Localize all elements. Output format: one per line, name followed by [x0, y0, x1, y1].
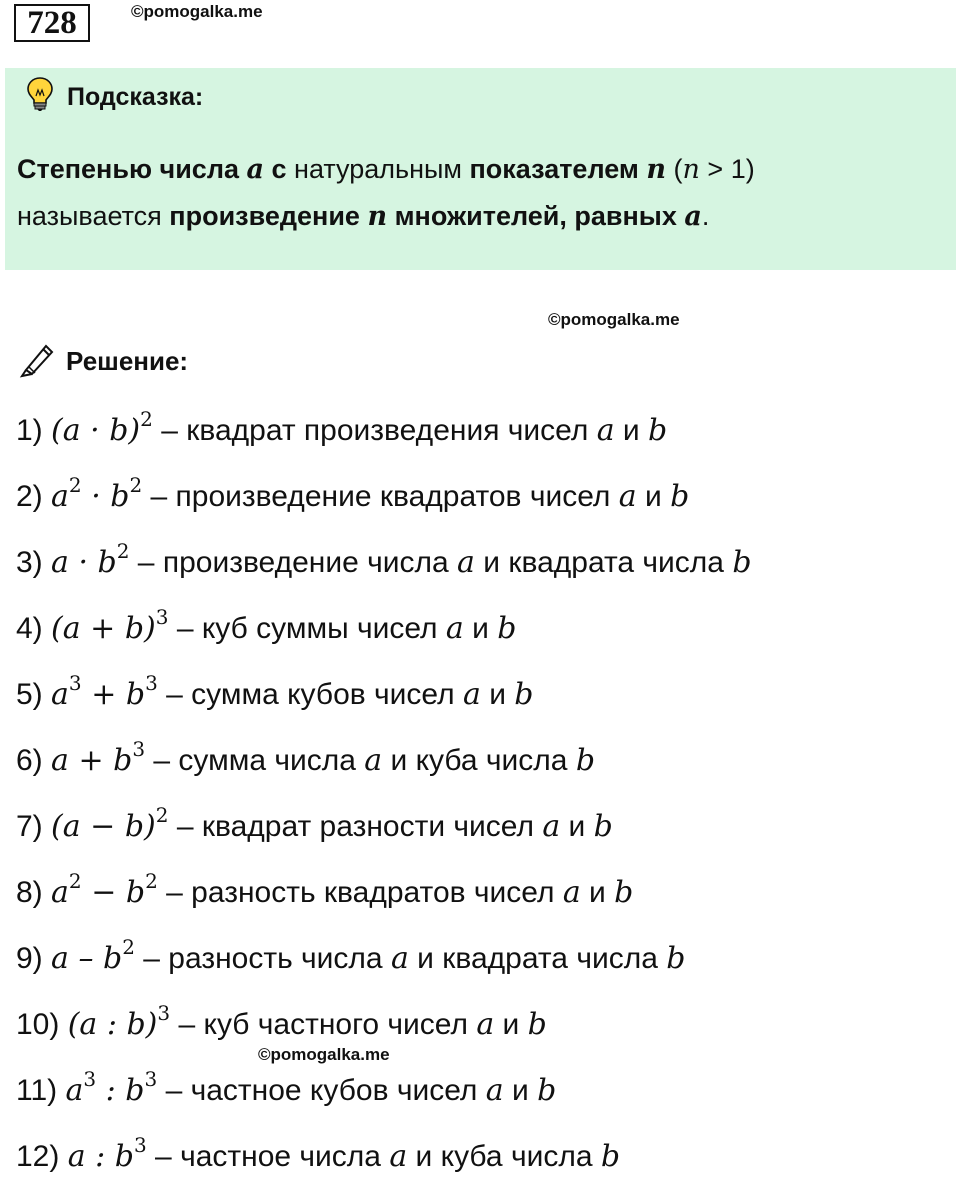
hint-var: n [646, 154, 667, 185]
item-var: b [600, 1139, 621, 1174]
hint-var: n [367, 201, 388, 232]
list-item [16, 471, 946, 537]
item-text: – разность квадратов чисел [157, 876, 563, 909]
item-var: a [476, 1007, 495, 1042]
item-var: b [537, 1073, 557, 1108]
hint-definition [17, 146, 937, 240]
hint-text: . [701, 201, 710, 231]
item-text: – куб суммы чисел [168, 612, 446, 645]
item-number: 7) [16, 810, 43, 843]
item-number: 6) [16, 744, 43, 777]
item-expression: $(a \cdot b)^2$ [51, 407, 153, 448]
hint-text: натуральным [286, 154, 470, 184]
item-expression: $a + b^3$ [51, 737, 146, 778]
item-text: – частное кубов чисел [157, 1074, 486, 1107]
item-var: a [596, 413, 615, 448]
item-var: a [389, 1139, 408, 1174]
item-text: – квадрат разности чисел [168, 810, 543, 843]
list-item [16, 1065, 946, 1131]
item-var: a [445, 611, 464, 646]
item-expression: a – $b^2$ [51, 935, 135, 976]
solution-list [16, 405, 946, 1197]
item-expression: $a^3 + b^3$ [51, 671, 158, 712]
item-text: – произведение квадратов чисел [142, 480, 619, 513]
item-text: и куба числа [407, 1140, 601, 1173]
list-item [16, 933, 946, 999]
list-item [16, 867, 946, 933]
item-var: a [542, 809, 561, 844]
item-number: 8) [16, 876, 43, 909]
item-text: и [636, 480, 671, 513]
item-number: 9) [16, 942, 43, 975]
item-var: b [514, 677, 534, 712]
item-number: 5) [16, 678, 43, 711]
list-item [16, 603, 946, 669]
problem-number: 728 [14, 4, 90, 42]
hint-text: показателем [469, 154, 647, 184]
hint-var: n [682, 154, 700, 185]
item-number: 3) [16, 546, 43, 579]
item-var: b [527, 1007, 547, 1042]
hint-text: Степенью числа [17, 154, 247, 184]
item-text: – сумма числа [145, 744, 365, 777]
hint-box [5, 68, 956, 270]
item-text: и [480, 678, 515, 711]
item-text: – сумма кубов чисел [157, 678, 463, 711]
hint-text: > 1) [699, 154, 755, 184]
hint-line-1 [17, 146, 937, 193]
item-expression: $(a - b)^2$ [51, 803, 169, 844]
item-expression: a : $b^3$ [67, 1133, 147, 1174]
hint-text: называется [17, 201, 170, 231]
item-var: b [575, 743, 596, 778]
item-expression: $a \cdot b^2$ [51, 539, 130, 580]
list-item [16, 801, 946, 867]
hint-line-2 [17, 193, 937, 240]
item-text: – частное числа [146, 1140, 390, 1173]
item-var: b [670, 479, 690, 514]
item-expression: $a^2 \cdot b^2$ [51, 473, 143, 514]
item-var: b [648, 413, 668, 448]
hint-title [25, 80, 203, 114]
hint-text: ( [666, 154, 683, 184]
list-item [16, 735, 946, 801]
hint-var: a [684, 201, 702, 232]
lightbulb-icon [25, 76, 55, 119]
item-var: b [732, 545, 752, 580]
item-number: 2) [16, 480, 43, 513]
item-var: b [666, 941, 686, 976]
item-var: a [462, 677, 481, 712]
watermark: ©pomogalka.me [131, 2, 263, 21]
list-item [16, 999, 946, 1065]
item-text: – произведение числа [129, 546, 458, 579]
item-text: – куб частного чисел [170, 1008, 477, 1041]
item-text: и квадрата числа [408, 942, 667, 975]
item-text: – квадрат произведения чисел [152, 414, 597, 447]
item-expression: $a^3$ : $b^3$ [65, 1067, 158, 1108]
solution-title [18, 340, 188, 382]
hint-var: a [246, 154, 264, 185]
item-text: и [614, 414, 649, 447]
item-var: a [618, 479, 637, 514]
item-text: и куба числа [382, 744, 576, 777]
list-item [16, 537, 946, 603]
item-text: – разность числа [134, 942, 391, 975]
item-number: 1) [16, 414, 43, 447]
item-var: a [562, 875, 581, 910]
hint-text: с [264, 154, 287, 184]
item-expression: (a : b)$^3$ [67, 1001, 171, 1042]
item-expression: $(a + b)^3$ [51, 605, 169, 646]
item-var: a [457, 545, 475, 580]
item-number: 4) [16, 612, 43, 645]
item-var: b [593, 809, 613, 844]
item-text: и [494, 1008, 528, 1041]
item-text: и [560, 810, 594, 843]
item-number: 11) [16, 1074, 58, 1107]
list-item [16, 669, 946, 735]
item-number: 10) [16, 1008, 60, 1041]
solution-title-label: Решение: [66, 345, 189, 376]
item-var: b [497, 611, 517, 646]
item-number: 12) [16, 1140, 60, 1173]
item-text: и квадрата числа [474, 546, 733, 579]
list-item [16, 405, 946, 471]
item-var: a [390, 941, 409, 976]
pencil-icon [18, 338, 58, 385]
item-var: a [364, 743, 383, 778]
item-var: a [485, 1073, 504, 1108]
list-item [16, 1131, 946, 1197]
watermark: ©pomogalka.me [548, 310, 680, 329]
item-var: b [614, 875, 634, 910]
hint-text: произведение [169, 201, 368, 231]
hint-title-label: Подсказка: [67, 82, 204, 111]
item-expression: $a^2 - b^2$ [51, 869, 158, 910]
item-text: и [463, 612, 498, 645]
item-text: и [503, 1074, 538, 1107]
hint-text: множителей, равных [387, 201, 685, 231]
item-text: и [580, 876, 615, 909]
watermark: ©pomogalka.me [258, 1045, 390, 1064]
